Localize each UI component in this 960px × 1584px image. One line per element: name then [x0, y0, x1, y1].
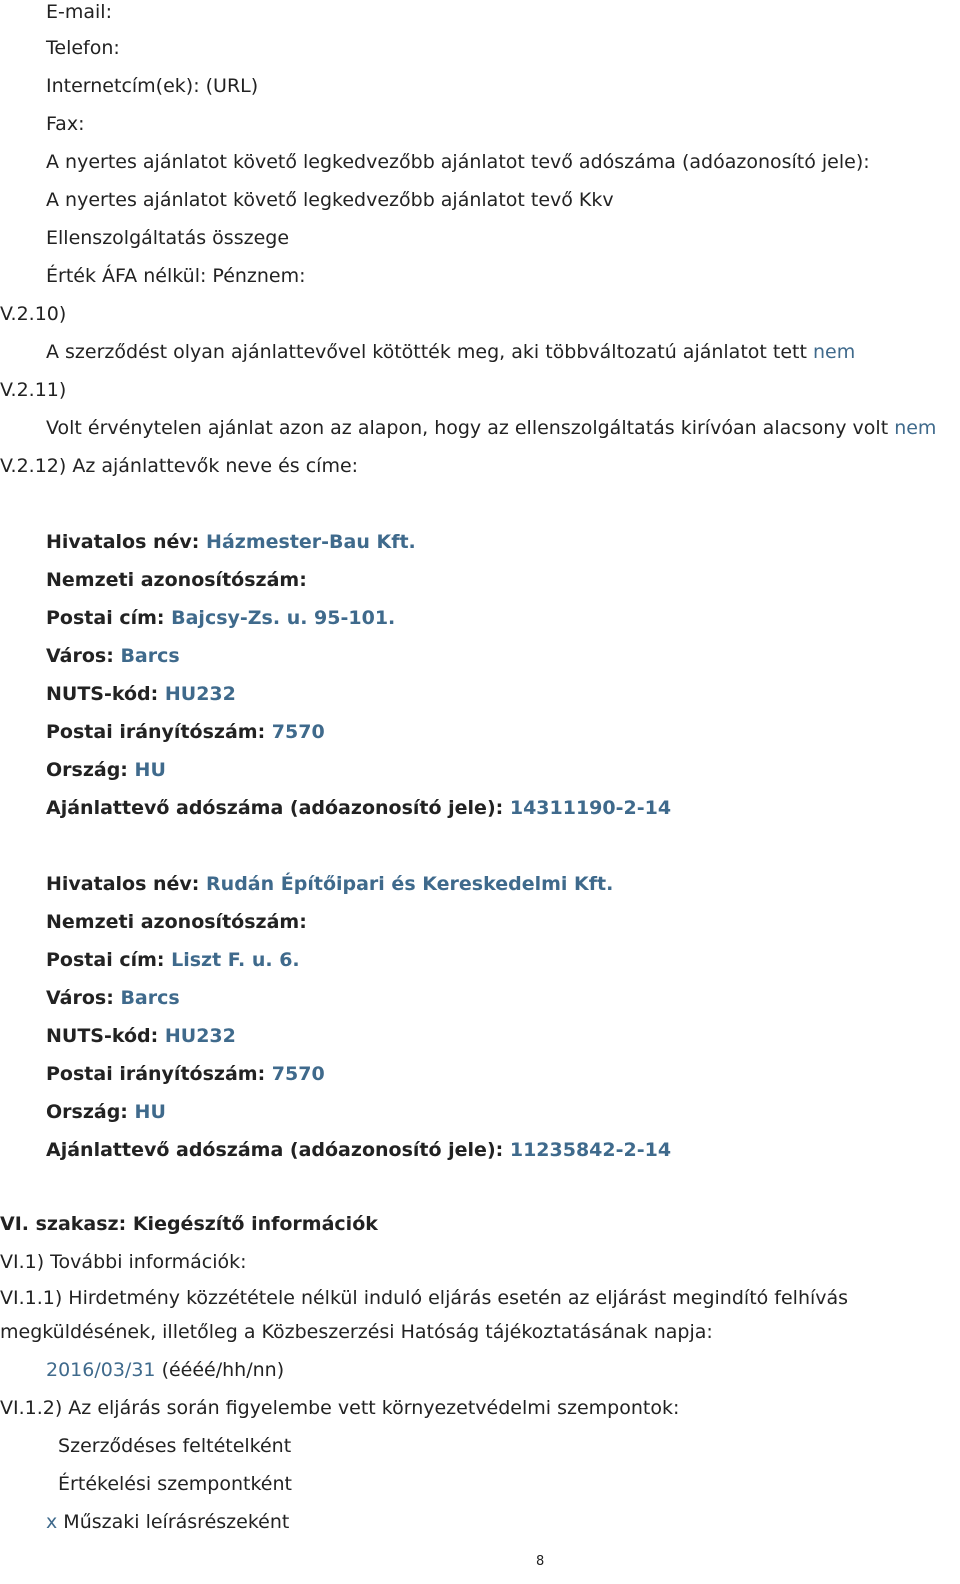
bidder-1-city: Barcs — [120, 645, 180, 667]
section-vi-1-1-date-row — [46, 1358, 284, 1382]
bidder-2-city-row — [46, 986, 180, 1010]
bidder-2-name-row — [46, 872, 613, 896]
bidder-1-tax: 14311190-2-14 — [509, 797, 672, 819]
field-runner-up-tax: A nyertes ajánlatot követő legkedvezőbb ajánlatot tevő adószáma (adóazonosító jele): — [46, 151, 870, 173]
section-v2-11-text: Volt érvénytelen ajánlat azon az alapon, hogy az ellenszolgáltatás kirívóan alacsony volt — [46, 417, 889, 439]
label-tax: Ajánlattevő adószáma (adóazonosító jele): — [46, 1139, 504, 1161]
field-telefon: Telefon: — [46, 37, 120, 59]
section-vi-1-2: VI.1.2) Az eljárás során figyelembe vett környezetvédelmi szempontok: — [0, 1397, 680, 1419]
bidder-1-zip: 7570 — [271, 721, 325, 743]
bidder-2-nuts: HU232 — [164, 1025, 236, 1047]
section-v2-10-text: A szerződést olyan ajánlattevővel kötötték meg, aki többváltozatú ajánlatot tett — [46, 341, 807, 363]
label-city: Város: — [46, 987, 114, 1009]
field-email: E-mail: — [46, 1, 112, 23]
bidder-2-national-id-row — [46, 910, 307, 934]
bidder-2-country-row — [46, 1100, 166, 1124]
label-national-id: Nemzeti azonosítószám: — [46, 911, 307, 933]
bidder-1-country: HU — [134, 759, 166, 781]
label-name: Hivatalos név: — [46, 531, 200, 553]
env-option-1-label: Szerződéses feltételként — [58, 1435, 292, 1457]
bidder-2-city: Barcs — [120, 987, 180, 1009]
section-vi-1-1-format: (éééé/hh/nn) — [161, 1359, 285, 1381]
field-fax: Fax: — [46, 113, 85, 135]
page-number: 8 — [536, 1554, 545, 1569]
env-option-1 — [46, 1434, 291, 1458]
bidder-1-national-id-row — [46, 568, 307, 592]
label-zip: Postai irányítószám: — [46, 721, 266, 743]
section-vi-1: VI.1) További információk: — [0, 1251, 247, 1273]
bidder-2-tax-row — [46, 1138, 671, 1162]
bidder-2-address: Liszt F. u. 6. — [171, 949, 300, 971]
label-zip: Postai irányítószám: — [46, 1063, 266, 1085]
bidder-2-zip: 7570 — [271, 1063, 325, 1085]
bidder-2-nuts-row — [46, 1024, 236, 1048]
label-country: Ország: — [46, 759, 128, 781]
label-tax: Ajánlattevő adószáma (adóazonosító jele): — [46, 797, 504, 819]
bidder-2-address-row — [46, 948, 300, 972]
bidder-1-name: Házmester-Bau Kft. — [206, 531, 416, 553]
bidder-1-address-row — [46, 606, 395, 630]
bidder-2-name: Rudán Építőipari és Kereskedelmi Kft. — [206, 873, 614, 895]
label-nuts: NUTS-kód: — [46, 1025, 159, 1047]
bidder-1-nuts-row — [46, 682, 236, 706]
section-v2-11-row — [46, 416, 936, 440]
section-v2-10-value: nem — [812, 341, 856, 363]
bidder-1-nuts: HU232 — [164, 683, 236, 705]
section-v2-12-heading: V.2.12) Az ajánlattevők neve és címe: — [0, 455, 359, 477]
env-option-3 — [46, 1510, 289, 1534]
bidder-2-tax: 11235842-2-14 — [509, 1139, 672, 1161]
bidder-2-country: HU — [134, 1101, 166, 1123]
bidder-1-name-row — [46, 530, 416, 554]
bidder-1-city-row — [46, 644, 180, 668]
label-country: Ország: — [46, 1101, 128, 1123]
label-address: Postai cím: — [46, 949, 165, 971]
section-vi-title: VI. szakasz: Kiegészítő információk — [0, 1213, 378, 1235]
env-option-3-label: Műszaki leírásrészeként — [63, 1511, 290, 1533]
label-address: Postai cím: — [46, 607, 165, 629]
env-option-2-label: Értékelési szempontként — [58, 1473, 292, 1495]
env-option-3-mark: x — [46, 1511, 58, 1533]
section-v2-11-heading: V.2.11) — [0, 379, 67, 401]
label-name: Hivatalos név: — [46, 873, 200, 895]
section-vi-1-1-date: 2016/03/31 — [46, 1359, 156, 1381]
env-option-2 — [46, 1472, 292, 1496]
section-vi-1-1: VI.1.1) Hirdetmény közzététele nélkül induló eljárás esetén az eljárást megindító felhívás megküldésének, illetőleg a Közbeszerzési Hatóság tájékoztatásának napja: — [0, 1287, 849, 1343]
field-url: Internetcím(ek): (URL) — [46, 75, 259, 97]
bidder-1-tax-row — [46, 796, 671, 820]
bidder-1-country-row — [46, 758, 166, 782]
bidder-1-zip-row — [46, 720, 325, 744]
field-consideration: Ellenszolgáltatás összege — [46, 227, 290, 249]
bidder-2-zip-row — [46, 1062, 325, 1086]
section-v2-11-value: nem — [894, 417, 937, 439]
label-national-id: Nemzeti azonosítószám: — [46, 569, 307, 591]
section-v2-10-row — [46, 340, 855, 364]
label-nuts: NUTS-kód: — [46, 683, 159, 705]
bidder-1-address: Bajcsy-Zs. u. 95-101. — [171, 607, 396, 629]
field-runner-up-kkv: A nyertes ajánlatot követő legkedvezőbb ajánlatot tevő Kkv — [46, 189, 614, 211]
label-city: Város: — [46, 645, 114, 667]
section-v2-10-heading: V.2.10) — [0, 303, 67, 325]
field-value-currency: Érték ÁFA nélkül: Pénznem: — [46, 265, 306, 287]
